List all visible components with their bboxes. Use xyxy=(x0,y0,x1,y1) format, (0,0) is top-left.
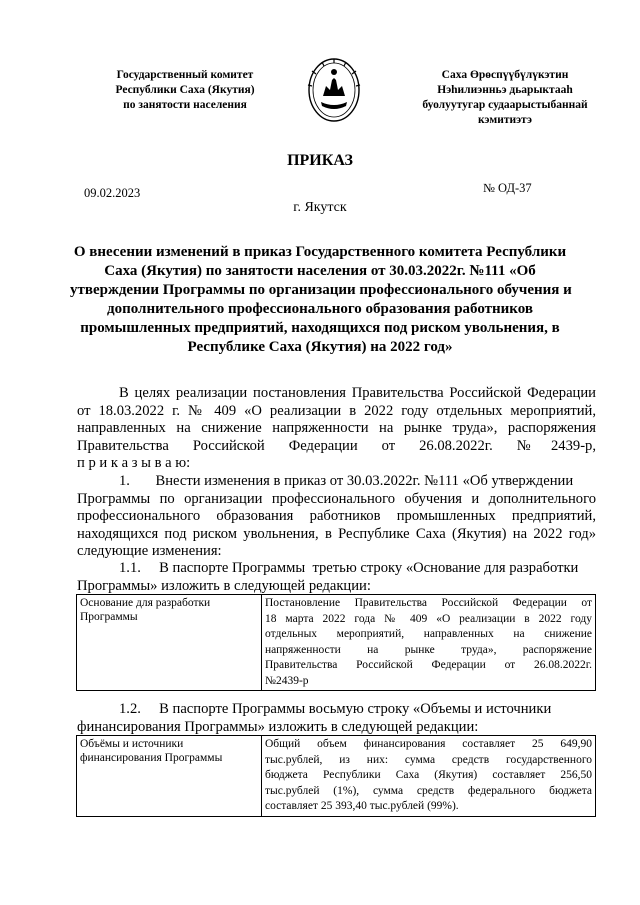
cell-line: Постановление Правительства Российской Федерации от xyxy=(265,597,592,609)
header-right-line: Нэhилиэнньэ дьарыктааh xyxy=(437,84,573,96)
item-1-2 xyxy=(77,701,596,736)
cell-line: 18 марта 2022 года № 409 «О реализации в 2022 году xyxy=(265,612,592,625)
table-row xyxy=(77,595,596,691)
header-left-line: по занятости населения xyxy=(123,99,247,111)
doc-number: № ОД-37 xyxy=(483,181,532,195)
doc-title xyxy=(70,243,570,357)
coat-of-arms-icon xyxy=(306,56,362,124)
cell-line: финансирования Программы xyxy=(80,752,223,764)
cell-line: Основание для разработки xyxy=(80,597,211,609)
passport-table-basis xyxy=(76,594,596,691)
header-left-line: Республики Саха (Якутия) xyxy=(115,84,255,96)
cell-line: бюджета Республики Саха (Якутия) составляет 256,50 xyxy=(265,769,592,781)
cell-line: отдельных мероприятий, направленных на снижение xyxy=(265,628,592,640)
table-row xyxy=(77,736,596,817)
intro-paragraph xyxy=(77,385,596,473)
text-line: Правительства Российской Федерации от 26.08.2022г. №2439-р, xyxy=(77,437,596,454)
text-line: 1.2. В паспорте Программы восьмую строку «Объемы и источники xyxy=(119,701,552,717)
table-cell-label xyxy=(77,736,262,817)
text-line: профессионального образования работников промышленных предприятий, xyxy=(77,508,596,524)
doc-type: ПРИКАЗ xyxy=(287,152,353,169)
text-line: 1.1. В паспорте Программы третью строку «Основание для разработки xyxy=(119,560,579,576)
cell-line: Общий объем финансирования составляет 25 649,90 xyxy=(265,738,592,750)
cell-line: Правительства Российской Федерации от 26.08.2022г. xyxy=(265,659,592,671)
doc-city: г. Якутск xyxy=(293,200,347,215)
text-line: от 18.03.2022 г. № 409 «О реализации в 2022 году отдельных мероприятий, xyxy=(77,402,596,419)
doc-date: 09.02.2023 xyxy=(84,186,141,200)
cell-line: составляет 25 393,40 тыс.рублей (99%). xyxy=(265,800,459,812)
text-line: В целях реализации постановления Правительства Российской Федерации xyxy=(119,385,596,401)
title-line: утверждении Программы по организации профессионального обучения и xyxy=(70,282,572,298)
title-line: Республике Саха (Якутия) на 2022 год» xyxy=(187,339,453,355)
title-line: Саха (Якутия) по занятости населения от 30.03.2022г. №111 «Об xyxy=(104,263,536,279)
passport-table-funding xyxy=(76,735,596,817)
header-left-line: Государственный комитет xyxy=(116,69,254,81)
text-line: 1. Внести изменения в приказ от 30.03.2022г. №111 «Об утверждении xyxy=(119,473,574,489)
cell-line: тыс.рублей, из них: сумма средств государственного xyxy=(265,753,592,766)
text-line: находящихся под риском увольнения, в Республике Саха (Якутия) на 2022 год» xyxy=(77,525,596,542)
table-cell-value xyxy=(262,595,596,691)
cell-line: Объёмы и источники xyxy=(80,738,184,750)
header-right-line: кэмитиэтэ xyxy=(478,114,532,126)
header-left xyxy=(95,68,275,113)
cell-line: тыс.рублей (1%), сумма средств федерального бюджета xyxy=(265,784,592,797)
text-line: следующие изменения: xyxy=(77,543,222,559)
title-line: промышленных предприятий, находящихся под риском увольнения, в xyxy=(80,320,560,336)
text-line: Программы по организации профессионального обучения и дополнительного xyxy=(77,490,596,507)
item-1-1 xyxy=(77,560,596,595)
item-1 xyxy=(77,473,596,561)
text-line: финансирования Программы» изложить в следующей редакции: xyxy=(77,718,479,735)
cell-line: напряженности на рынке труда», распоряжение xyxy=(265,643,592,656)
cell-line: Программы xyxy=(80,611,138,623)
text-line: Программы» изложить в следующей редакции: xyxy=(77,577,371,594)
header-right xyxy=(405,68,605,128)
title-line: дополнительного профессионального образования работников xyxy=(107,301,533,317)
table-cell-value xyxy=(262,736,596,817)
title-line: О внесении изменений в приказ Государственного комитета Республики xyxy=(73,244,567,260)
header-right-line: буолуутугар судаарыстыбаннай xyxy=(422,99,588,111)
table-cell-label xyxy=(77,595,262,691)
text-line: направленных на снижение напряженности на рынке труда», распоряжения xyxy=(77,420,596,436)
cell-line: №2439-р xyxy=(265,674,309,687)
header-right-line: Саха Өрөспүүбүлүкэтин xyxy=(441,69,569,81)
text-line: п р и к а з ы в а ю: xyxy=(77,455,191,471)
